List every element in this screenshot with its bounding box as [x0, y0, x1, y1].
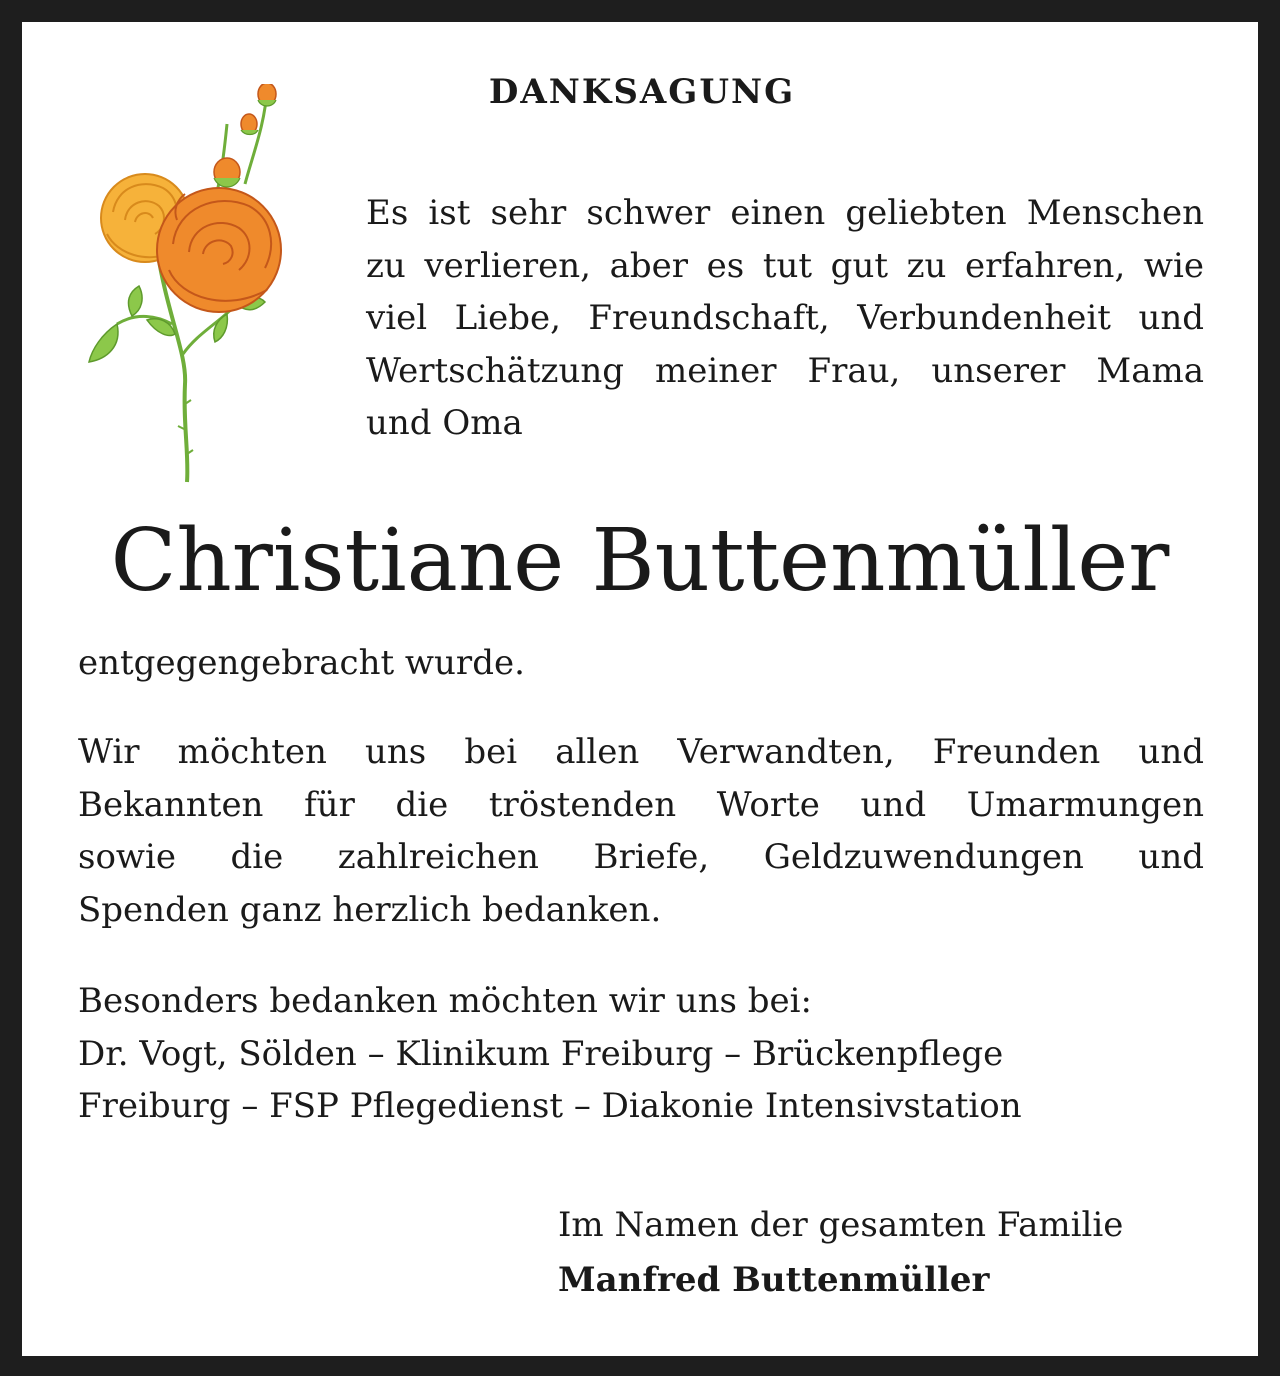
intro-line: viel Liebe, Freundschaft, Verbundenheit und — [366, 298, 1204, 338]
special-thanks-line: Freiburg – FSP Pflegedienst – Diakonie Intensivstation — [78, 1086, 1022, 1126]
deceased-name: Christiane Buttenmüller — [110, 511, 1170, 611]
thanks-line: Bekannten für die tröstenden Worte und Umarmungen — [78, 784, 1204, 825]
thanks-paragraph — [78, 726, 1204, 936]
intro-line: Es ist sehr schwer einen geliebten Menschen — [366, 193, 1204, 233]
thanks-line: Wir möchten uns bei allen Verwandten, Freunden und — [78, 732, 1204, 772]
special-thanks-paragraph — [78, 975, 1204, 1133]
signature-block — [558, 1198, 1218, 1308]
continuation-text — [78, 637, 1204, 690]
signer-name: Manfred Buttenmüller — [558, 1260, 990, 1300]
intro-line: zu verlieren, aber es tut gut zu erfahren, wie — [366, 245, 1204, 286]
rose-flower-illustration — [77, 84, 297, 484]
notice-heading: DANKSAGUNG — [488, 72, 796, 112]
intro-line: und Oma — [366, 403, 523, 443]
obituary-notice — [22, 22, 1258, 1356]
thanks-line: Spenden ganz herzlich bedanken. — [78, 889, 662, 930]
intro-paragraph — [366, 187, 1204, 450]
continuation-line: entgegengebracht wurde. — [78, 643, 525, 683]
intro-line: Wertschätzung meiner Frau, unserer Mama — [366, 350, 1204, 391]
special-thanks-line: Besonders bedanken möchten wir uns bei: — [78, 981, 813, 1021]
special-thanks-line: Dr. Vogt, Sölden – Klinikum Freiburg – Brückenpflege — [78, 1033, 1004, 1074]
signature-intro: Im Namen der gesamten Familie — [558, 1205, 1124, 1245]
thanks-line: sowie die zahlreichen Briefe, Geldzuwendungen und — [78, 837, 1204, 877]
